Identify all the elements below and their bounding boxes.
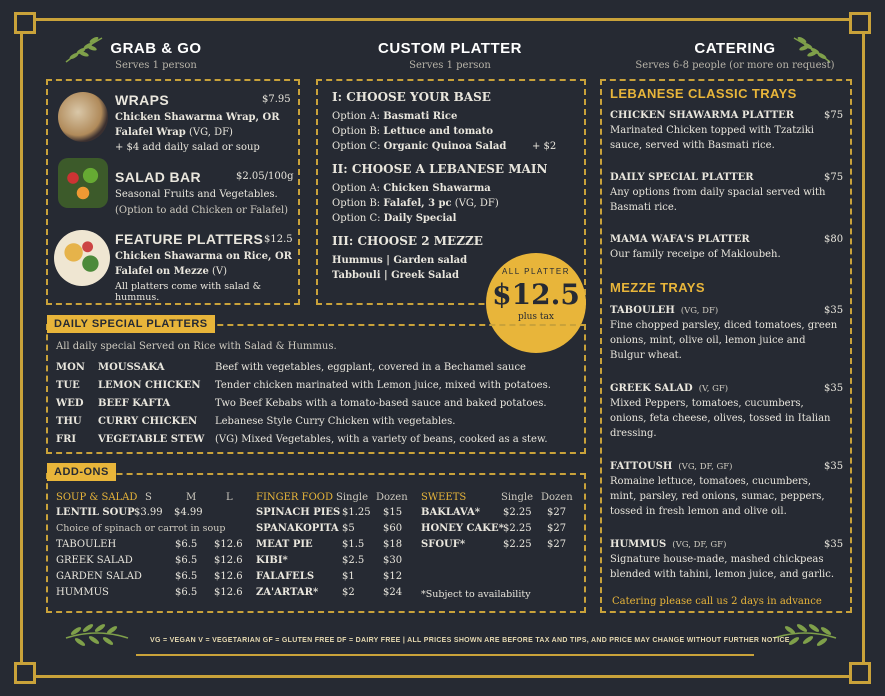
- finger-food-single-price: $2: [342, 587, 355, 598]
- daily-day: MON: [56, 362, 85, 373]
- mezze-tray-name: GREEK SALAD: [610, 383, 693, 394]
- grab-go-title: GRAB & GO: [110, 40, 202, 57]
- size-l-label: L: [226, 492, 233, 503]
- soup-salad-price-l: $12.6: [214, 539, 243, 550]
- finger-food-single-price: $1.5: [342, 539, 365, 550]
- add-ons-tag: ADD-ONS: [47, 463, 116, 481]
- daily-dish-description: Lebanese Style Curry Chicken with vegetables.: [215, 416, 456, 427]
- mezze-tray-price: $35: [824, 305, 844, 316]
- base-option-c: [332, 139, 582, 154]
- daily-dish-name: VEGETABLE STEW: [98, 434, 205, 445]
- sweets-heading: SWEETS: [421, 492, 467, 503]
- base-option-b: [332, 124, 582, 139]
- finger-food-dozen-price: $30: [383, 555, 403, 566]
- mezze-tray-description: Bulgur wheat.: [610, 350, 682, 361]
- mezze-tray-diet-note: (VG, DF, GF): [678, 462, 733, 472]
- daily-dish-description: Beef with vegetables, eggplant, covered in a Bechamel sauce: [215, 362, 526, 373]
- daily-dish-description: Two Beef Kebabs with a tomato-based sauce and baked potatoes.: [215, 398, 547, 409]
- feature-diet-note: (V): [208, 266, 228, 277]
- wraps-line-1: Chicken Shawarma Wrap, OR: [115, 112, 280, 123]
- finger-food-header: [256, 492, 416, 503]
- wraps-diet-note: (VG, DF): [185, 127, 233, 138]
- frame-corner: [14, 12, 36, 34]
- mezze-line-1: Hummus | Garden salad: [332, 255, 468, 266]
- soup-salad-name: TABOULEH: [56, 539, 117, 550]
- sweet-name: SFOUF*: [421, 539, 466, 550]
- main-options: [332, 181, 582, 226]
- soup-choice-note: Choice of spinach or carrot in soup: [56, 523, 226, 534]
- daily-dish-name: BEEF KAFTA: [98, 398, 171, 409]
- daily-dish-name: CURRY CHICKEN: [98, 416, 198, 427]
- badge-bottom-text: plus tax: [518, 312, 554, 322]
- footer-rule: [136, 654, 754, 656]
- daily-dish-description: (VG) Mixed Vegetables, with a variety of beans, cooked as a stew.: [215, 434, 548, 445]
- feature-line-2: Falafel on Mezze: [115, 266, 209, 277]
- mezze-tray-name: FATTOUSH: [610, 461, 673, 472]
- sweets-header: [421, 492, 581, 503]
- lentil-soup-name: LENTIL SOUP: [56, 507, 135, 518]
- soup-salad-price-m: $6.5: [175, 555, 198, 566]
- mezze-tray-description: Signature house-made, mashed chickpeas: [610, 554, 824, 565]
- finger-food-dozen-price: $60: [383, 523, 403, 534]
- grab-go-subtitle: Serves 1 person: [115, 60, 197, 71]
- option-label: Option B:: [332, 126, 384, 137]
- soup-salad-name: HUMMUS: [56, 587, 109, 598]
- finger-food-dozen-price: $12: [383, 571, 403, 582]
- daily-dish-description: Tender chicken marinated with Lemon juice, mixed with potatoes.: [215, 380, 551, 391]
- option-label: Option A:: [332, 111, 384, 122]
- soup-salad-price-l: $12.6: [214, 587, 243, 598]
- finger-food-name: MEAT PIE: [256, 539, 313, 550]
- feature-line-1: Chicken Shawarma on Rice, OR: [115, 251, 292, 262]
- finger-food-dozen-price: $18: [383, 539, 403, 550]
- soup-salad-price-l: $12.6: [214, 555, 243, 566]
- wraps-line-3: + $4 add daily salad or soup: [115, 142, 260, 153]
- availability-note: *Subject to availability: [421, 589, 531, 600]
- sweet-single-price: $2.25: [503, 539, 532, 550]
- option-value: Organic Quinoa Salad: [383, 141, 507, 152]
- frame-corner: [14, 662, 36, 684]
- sweet-dozen-price: $27: [547, 539, 567, 550]
- finger-food-single-price: $1.25: [342, 507, 371, 518]
- soup-salad-header: [56, 492, 233, 503]
- main-option-a: [332, 181, 582, 196]
- single-label: Single: [501, 492, 534, 503]
- option-label: Option B:: [332, 198, 384, 209]
- dozen-label: Dozen: [376, 492, 408, 503]
- option-value: Falafel, 3 pc: [383, 198, 452, 209]
- tray-description: Any options from daily spacial served with: [610, 187, 826, 198]
- finger-food-name: FALAFELS: [256, 571, 315, 582]
- step-3-heading: III: CHOOSE 2 MEZZE: [332, 234, 483, 248]
- option-value: Chicken Shawarma: [383, 183, 491, 194]
- sweet-single-price: $2.25: [503, 523, 532, 534]
- finger-food-name: SPINACH PIES: [256, 507, 341, 518]
- daily-dish-name: LEMON CHICKEN: [98, 380, 201, 391]
- feature-platters-title: FEATURE PLATTERS: [115, 231, 264, 247]
- finger-food-name: ZA'ARTAR*: [256, 587, 319, 598]
- soup-salad-price-m: $6.5: [175, 587, 198, 598]
- soup-salad-name: GREEK SALAD: [56, 555, 133, 566]
- finger-food-name: KIBI*: [256, 555, 288, 566]
- salad-bar-line-2: (Option to add Chicken or Falafel): [115, 205, 289, 216]
- custom-platter-header: [350, 40, 550, 71]
- catering-subtitle: Serves 6-8 people (or more on request): [635, 60, 835, 71]
- tray-price: $80: [824, 234, 844, 245]
- lentil-soup-price-s: $3.99: [134, 507, 163, 518]
- mezze-tray-diet-note: (VG, DF, GF): [672, 540, 727, 550]
- tray-description: sauce, served with Basmati rice.: [610, 140, 775, 151]
- mezze-tray-diet-note: (VG, DF): [680, 306, 719, 316]
- mezze-tray-price: $35: [824, 461, 844, 472]
- salad-bar-line-1: Seasonal Fruits and Vegetables.: [115, 189, 278, 200]
- option-diet-note: (VG, DF): [451, 198, 499, 209]
- badge-price: $12.5: [492, 278, 580, 311]
- option-surcharge: + $2: [532, 141, 557, 152]
- mezze-line-2: Tabbouli | Greek Salad: [332, 270, 460, 281]
- daily-day: FRI: [56, 434, 77, 445]
- sweet-dozen-price: $27: [547, 507, 567, 518]
- mezze-tray-diet-note: (V, GF): [698, 384, 729, 394]
- catering-advance-note: Catering please call us 2 days in advance: [612, 596, 822, 607]
- daily-dish-name: MOUSSAKA: [98, 362, 165, 373]
- badge-top-text: ALL PLATTER: [501, 267, 571, 276]
- salad-bar-price: $2.05/100g: [236, 171, 294, 182]
- daily-day: TUE: [56, 380, 80, 391]
- finger-food-single-price: $1: [342, 571, 355, 582]
- wraps-line-2: Falafel Wrap: [115, 127, 186, 138]
- tray-price: $75: [824, 110, 844, 121]
- frame-corner: [849, 662, 871, 684]
- tray-description: Basmati rice.: [610, 202, 677, 213]
- option-label: Option C:: [332, 213, 384, 224]
- salad-bar-title: SALAD BAR: [115, 169, 202, 185]
- size-s-label: S: [145, 492, 152, 503]
- tray-description: Marinated Chicken topped with Tzatziki: [610, 125, 814, 136]
- size-m-label: M: [186, 492, 197, 503]
- daily-day: WED: [56, 398, 84, 409]
- finger-food-dozen-price: $24: [383, 587, 403, 598]
- soup-salad-heading: SOUP & SALAD: [56, 492, 138, 503]
- frame-corner: [849, 12, 871, 34]
- soup-salad-price-l: $12.6: [214, 571, 243, 582]
- finger-food-dozen-price: $15: [383, 507, 403, 518]
- option-label: Option C:: [332, 141, 384, 152]
- soup-salad-price-m: $6.5: [175, 571, 198, 582]
- main-option-b: [332, 196, 582, 211]
- lebanese-trays-heading: LEBANESE CLASSIC TRAYS: [610, 86, 797, 101]
- wrap-photo: [58, 92, 108, 142]
- main-option-c: [332, 211, 582, 226]
- mezze-tray-description: onions, mint, olive oil, lemon juice and: [610, 335, 806, 346]
- mezze-tray-description: mint, parsley, red onions, sumac, peppers,: [610, 491, 825, 502]
- feature-platter-photo: [54, 230, 110, 286]
- wraps-title: WRAPS: [115, 92, 170, 108]
- option-value: Daily Special: [383, 213, 457, 224]
- daily-day: THU: [56, 416, 82, 427]
- base-options: [332, 109, 582, 154]
- catering-header: [610, 40, 860, 71]
- footer-legend: VG = VEGAN V = VEGETARIAN GF = GLUTEN FREE DF = DAIRY FREE | ALL PRICES SHOWN ARE BEFORE TAX AND TIPS, AND PRICE MAY CHANGE WITHOUT FURTHER NOTICE: [150, 637, 790, 644]
- option-value: Basmati Rice: [383, 111, 458, 122]
- base-option-a: [332, 109, 582, 124]
- mezze-tray-description: tossed in fresh lemon and olive oil.: [610, 506, 787, 517]
- daily-special-intro: All daily special Served on Rice with Salad & Hummus.: [56, 341, 337, 352]
- mezze-tray-title: [610, 461, 733, 472]
- custom-platter-subtitle: Serves 1 person: [409, 60, 491, 71]
- step-1-heading: I: CHOOSE YOUR BASE: [332, 90, 491, 104]
- mezze-tray-title: [610, 539, 726, 550]
- mezze-tray-name: HUMMUS: [610, 539, 667, 550]
- sweet-name: BAKLAVA*: [421, 507, 480, 518]
- single-label: Single: [336, 492, 369, 503]
- tray-name: MAMA WAFA'S PLATTER: [610, 234, 750, 245]
- finger-food-name: SPANAKOPITA: [256, 523, 339, 534]
- feature-line-3: All platters come with salad & hummus.: [115, 281, 262, 303]
- custom-platter-title: CUSTOM PLATTER: [378, 40, 522, 57]
- tray-description: Our family receipe of Makloubeh.: [610, 249, 781, 260]
- mezze-tray-description: Fine chopped parsley, diced tomatoes, green: [610, 320, 838, 331]
- lentil-soup-row: [56, 507, 246, 518]
- lentil-soup-price-m: $4.99: [174, 507, 203, 518]
- wraps-price: $7.95: [262, 94, 291, 105]
- daily-special-tag: DAILY SPECIAL PLATTERS: [47, 315, 215, 333]
- mezze-tray-description: Mixed Peppers, tomatoes, cucumbers,: [610, 398, 804, 409]
- feature-platters-price: $12.5: [264, 234, 293, 245]
- salad-photo: [58, 158, 108, 208]
- mezze-tray-description: blended with tahini, lemon juice, and garlic.: [610, 569, 835, 580]
- mezze-tray-name: TABOULEH: [610, 305, 675, 316]
- leaf-ornament-icon: [770, 620, 840, 652]
- sweet-name: HONEY CAKE*: [421, 523, 504, 534]
- mezze-tray-title: [610, 305, 718, 316]
- soup-salad-price-m: $6.5: [175, 539, 198, 550]
- option-value: Lettuce and tomato: [383, 126, 494, 137]
- finger-food-single-price: $2.5: [342, 555, 365, 566]
- mezze-tray-description: dressing.: [610, 428, 657, 439]
- dozen-label: Dozen: [541, 492, 573, 503]
- tray-name: DAILY SPECIAL PLATTER: [610, 172, 754, 183]
- mezze-tray-description: onions, feta cheese, olives, tossed in Italian: [610, 413, 831, 424]
- tray-name: CHICKEN SHAWARMA PLATTER: [610, 110, 795, 121]
- finger-food-single-price: $5: [342, 523, 355, 534]
- mezze-tray-title: [610, 383, 728, 394]
- finger-food-heading: FINGER FOOD: [256, 492, 333, 503]
- catering-box: [600, 79, 852, 613]
- tray-price: $75: [824, 172, 844, 183]
- sweet-single-price: $2.25: [503, 507, 532, 518]
- grab-go-header: [96, 40, 216, 71]
- sweet-dozen-price: $27: [547, 523, 567, 534]
- catering-title: CATERING: [694, 40, 776, 57]
- step-2-heading: II: CHOOSE A LEBANESE MAIN: [332, 162, 548, 176]
- mezze-tray-description: Romaine lettuce, tomatoes, cucumbers,: [610, 476, 812, 487]
- mezze-tray-price: $35: [824, 383, 844, 394]
- mezze-tray-price: $35: [824, 539, 844, 550]
- leaf-ornament-icon: [62, 620, 132, 652]
- mezze-trays-heading: MEZZE TRAYS: [610, 280, 705, 295]
- option-label: Option A:: [332, 183, 384, 194]
- soup-salad-name: GARDEN SALAD: [56, 571, 142, 582]
